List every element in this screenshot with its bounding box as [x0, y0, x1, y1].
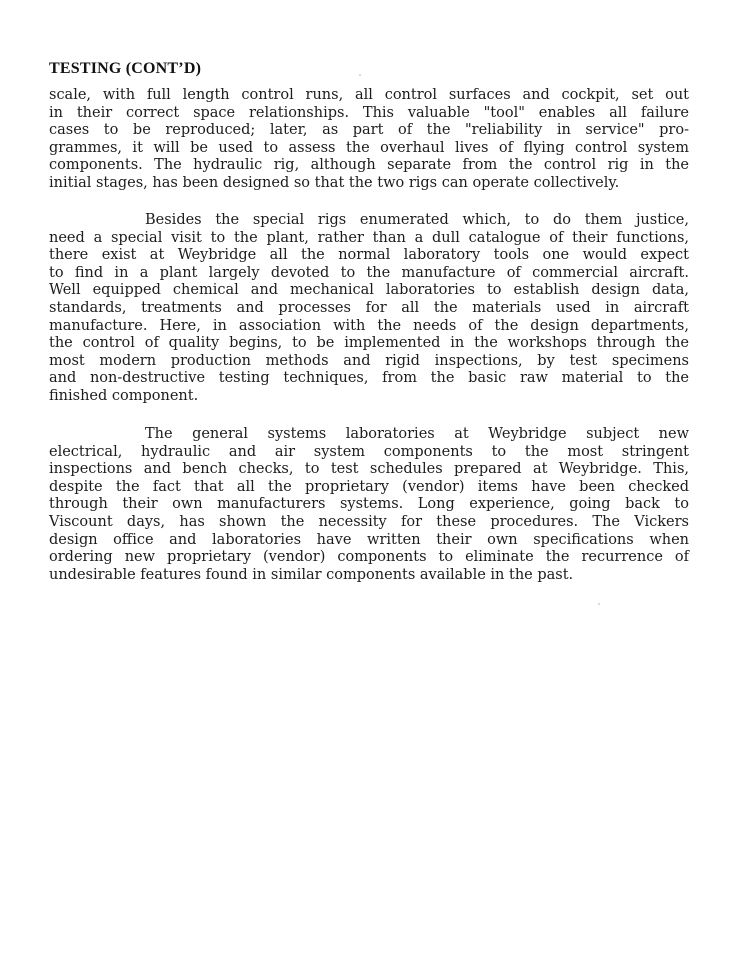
text-line: ordering new proprietary (vendor) components to eliminate the recurrence of [49, 549, 689, 566]
text-line: Viscount days, has shown the necessity for these procedures. The Vickers [49, 513, 689, 530]
text-line: Well equipped chemical and mechanical laboratories to establish design data, [49, 282, 689, 299]
text-line: initial stages, has been designed so that the two rigs can operate collectively. [49, 174, 620, 191]
text-line: components. The hydraulic rig, although separate from the control rig in the [49, 157, 689, 174]
text-line: there exist at Weybridge all the normal laboratory tools one would expect [49, 247, 689, 264]
text-line: Besides the special rigs enumerated which, to do them justice, [145, 212, 689, 228]
paragraph-systems-laboratories [49, 426, 689, 584]
text-line: inspections and bench checks, to test schedules prepared at Weybridge. This, [49, 461, 689, 478]
text-line: electrical, hydraulic and air system components to the most stringent [49, 443, 689, 460]
text-line: undesirable features found in similar components available in the past. [49, 566, 574, 583]
text-line: in their correct space relationships. This valuable "tool" enables all failure [49, 104, 689, 121]
text-line: through their own manufacturers systems. Long experience, going back to [49, 496, 689, 513]
text-line: need a special visit to the plant, rather than a dull catalogue of their functions, [49, 229, 689, 246]
text-line: the control of quality begins, to be implemented in the workshops through the [49, 335, 689, 352]
scan-speck [359, 74, 361, 76]
text-line: most modern production methods and rigid inspections, by test specimens [49, 352, 689, 369]
text-line: and non-destructive testing techniques, from the basic raw material to the [49, 370, 689, 387]
text-line: The general systems laboratories at Weybridge subject new [145, 426, 689, 442]
scan-speck [598, 603, 600, 605]
paragraph-rigs-continued [49, 87, 689, 193]
text-line: to find in a plant largely devoted to the manufacture of commercial aircraft. [49, 264, 689, 281]
text-line: finished component. [49, 387, 199, 404]
section-heading: TESTING (CONT’D) [49, 60, 202, 77]
text-line: grammes, it will be used to assess the overhaul lives of flying control system [49, 139, 689, 156]
text-line: cases to be reproduced; later, as part of the "reliability in service" pro- [49, 122, 689, 139]
text-line: despite the fact that all the proprietary (vendor) items have been checked [49, 478, 689, 495]
text-line: design office and laboratories have written their own specifications when [49, 531, 689, 548]
text-line: manufacture. Here, in association with the needs of the design departments, [49, 317, 689, 334]
text-line: scale, with full length control runs, all control surfaces and cockpit, set out [49, 87, 689, 103]
text-line: standards, treatments and processes for all the materials used in aircraft [49, 299, 689, 316]
paragraph-laboratory-tools [49, 212, 689, 406]
